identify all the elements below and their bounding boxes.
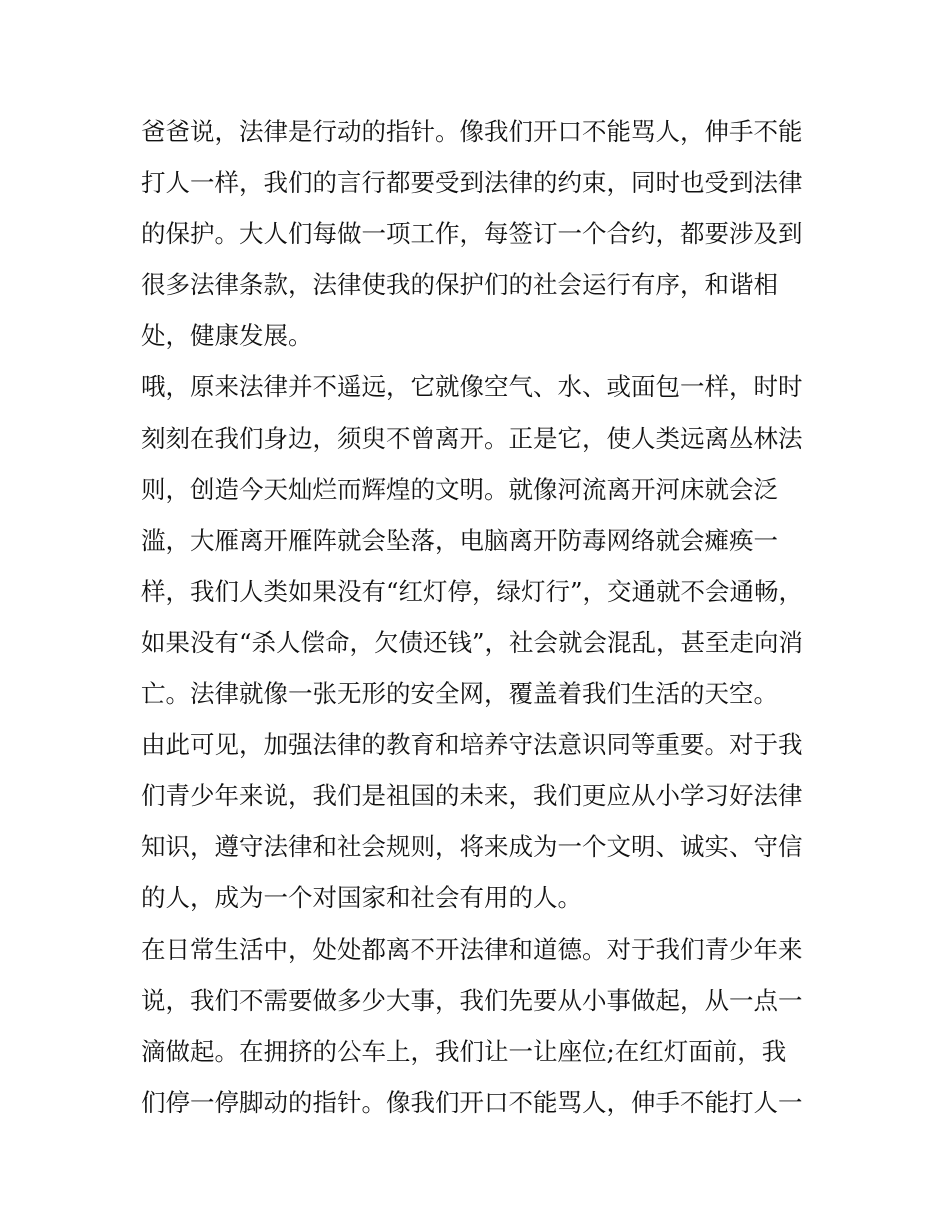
text-line: 知识，遵守法律和社会规则，将来成为一个文明、诚实、守信 <box>141 832 803 862</box>
text-line: 爸爸说，法律是行动的指针。像我们开口不能骂人，伸手不能 <box>141 117 803 146</box>
text-line: 很多法律条款，法律使我的保护们的社会运行有序，和谐相 <box>141 270 778 300</box>
body-text <box>141 106 821 1128</box>
text-line: 在日常生活中，处处都离不开法律和道德。对于我们青少年来 <box>141 934 803 964</box>
text-line: 打人一样，我们的言行都要受到法律的约束，同时也受到法律 <box>141 168 803 198</box>
text-line: 们青少年来说，我们是祖国的未来，我们更应从小学习好法律 <box>141 781 803 811</box>
text-line: 样，我们人类如果没有“红灯停，绿灯行”，交通就不会通畅， <box>141 576 804 606</box>
text-line: 刻刻在我们身边，须臾不曾离开。正是它，使人类远离丛林法 <box>141 423 803 453</box>
text-line: 处，健康发展。 <box>141 321 313 351</box>
text-line: 滥，大雁离开雁阵就会坠落，电脑离开防毒网络就会瘫痪一 <box>141 525 778 555</box>
text-line: 如果没有“杀人偿命，欠债还钱”，社会就会混乱，甚至走向消 <box>141 627 804 657</box>
text-line: 由此可见，加强法律的教育和培养守法意识同等重要。对于我 <box>141 730 803 760</box>
text-line: 说，我们不需要做多少大事，我们先要从小事做起，从一点一 <box>141 985 803 1015</box>
text-line: 们停一停脚动的指针。像我们开口不能骂人，伸手不能打人一 <box>141 1087 803 1117</box>
text-line: 的保护。大人们每做一项工作，每签订一个合约，都要涉及到 <box>141 219 803 249</box>
text-line: 则，创造今天灿烂而辉煌的文明。就像河流离开河床就会泛 <box>141 474 778 504</box>
text-line: 的人，成为一个对国家和社会有用的人。 <box>141 883 582 913</box>
text-line: 哦，原来法律并不遥远，它就像空气、水、或面包一样，时时 <box>141 372 803 402</box>
text-line: 亡。法律就像一张无形的安全网，覆盖着我们生活的天空。 <box>141 679 778 709</box>
text-line: 滴做起。在拥挤的公车上，我们让一让座位;在红灯面前，我 <box>141 1036 787 1066</box>
